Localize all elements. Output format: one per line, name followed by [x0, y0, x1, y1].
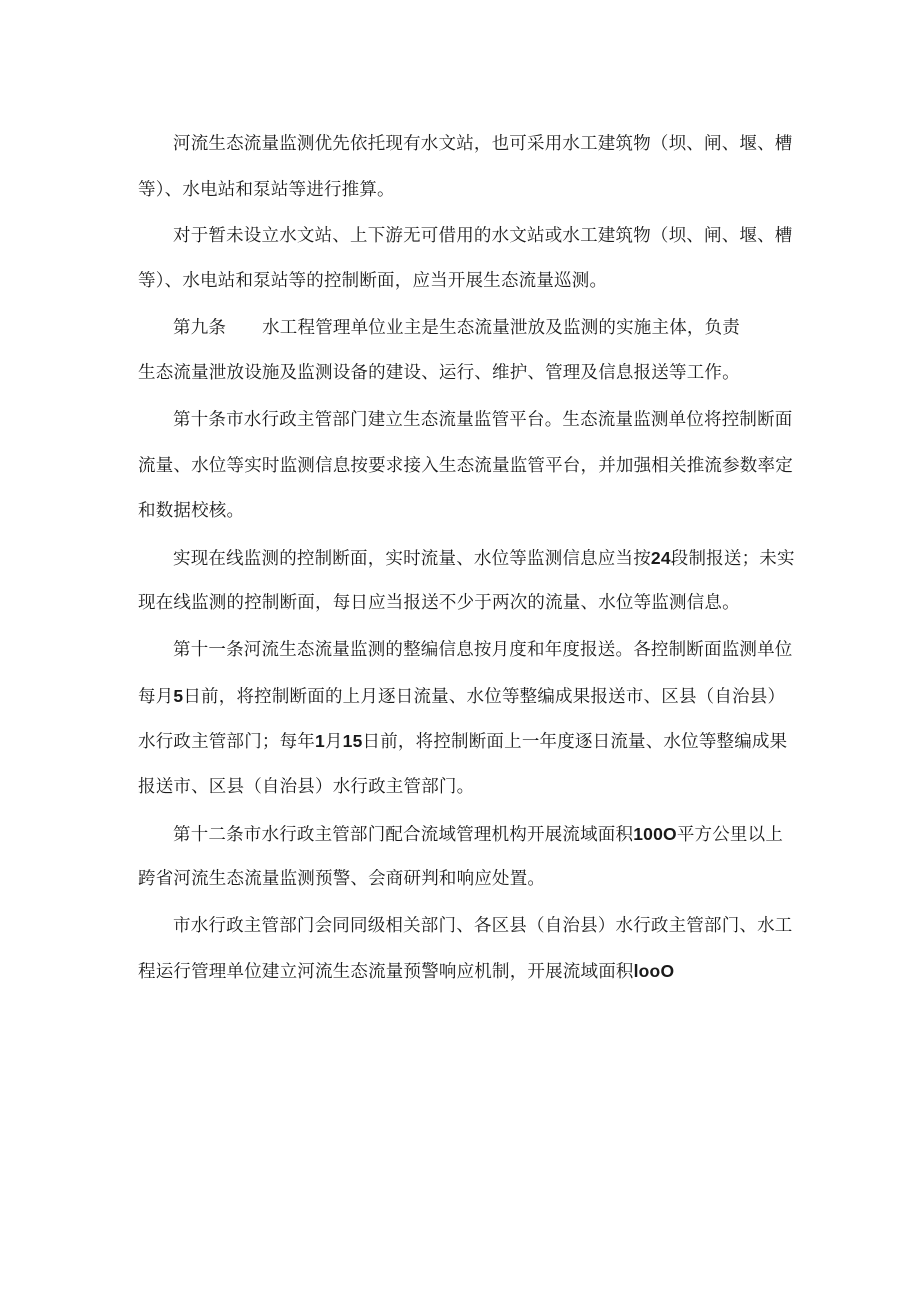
article-9-text: 水工程管理单位业主是生态流量泄放及监测的实施主体，负责	[262, 318, 741, 338]
number-24: 24	[650, 548, 671, 568]
paragraph-4-line-1: 第十条市水行政主管部门建立生态流量监管平台。生态流量监测单位将控制断面	[173, 410, 793, 430]
paragraph-6-line-4: 报送市、区县（自治县）水行政主管部门。	[138, 777, 475, 797]
number-looo: looO	[633, 961, 675, 981]
paragraph-1-line-2: 等）、水电站和泵站等进行推算。	[138, 180, 395, 200]
paragraph-6-line-3: 水行政主管部门；每年1月15日前，将控制断面上一年度逐日流量、水位等整编成果	[138, 731, 788, 752]
paragraph-4-line-2: 流量、水位等实时监测信息按要求接入生态流量监管平台，并加强相关推流参数率定	[138, 456, 793, 476]
paragraph-3-line-1	[173, 316, 740, 340]
paragraph-1-line-1: 河流生态流量监测优先依托现有水文站，也可采用水工建筑物（坝、闸、堰、槽	[173, 134, 793, 154]
paragraph-7-line-1: 第十二条市水行政主管部门配合流域管理机构开展流域面积100O平方公里以上	[173, 824, 784, 845]
paragraph-4-line-3: 和数据校核。	[138, 501, 245, 521]
paragraph-8-line-2: 程运行管理单位建立河流生态流量预警响应机制，开展流域面积looO	[138, 961, 675, 982]
paragraph-6-line-2: 每月5日前，将控制断面的上月逐日流量、水位等整编成果报送市、区县（自治县）	[138, 686, 786, 707]
paragraph-2-line-2: 等）、水电站和泵站等的控制断面，应当开展生态流量巡测。	[138, 271, 608, 291]
paragraph-2-line-1: 对于暂未设立水文站、上下游无可借用的水文站或水工建筑物（坝、闸、堰、槽	[173, 226, 793, 246]
number-1000: 100O	[633, 824, 677, 844]
number-1: 1	[315, 731, 325, 751]
paragraph-6-line-1: 第十一条河流生态流量监测的整编信息按月度和年度报送。各控制断面监测单位	[173, 640, 793, 660]
paragraph-8-line-1: 市水行政主管部门会同同级相关部门、各区县（自治县）水行政主管部门、水工	[173, 916, 793, 936]
paragraph-5-line-2: 现在线监测的控制断面，每日应当报送不少于两次的流量、水位等监测信息。	[138, 593, 740, 613]
number-15: 15	[342, 731, 363, 751]
paragraph-7-line-2: 跨省河流生态流量监测预警、会商研判和响应处置。	[138, 869, 546, 889]
paragraph-5-line-1: 实现在线监测的控制断面，实时流量、水位等监测信息应当按24段制报送；未实	[173, 548, 795, 569]
article-9-heading: 第九条	[173, 318, 227, 338]
number-5: 5	[173, 686, 184, 706]
paragraph-3-line-2: 生态流量泄放设施及监测设备的建设、运行、维护、管理及信息报送等工作。	[138, 363, 740, 383]
